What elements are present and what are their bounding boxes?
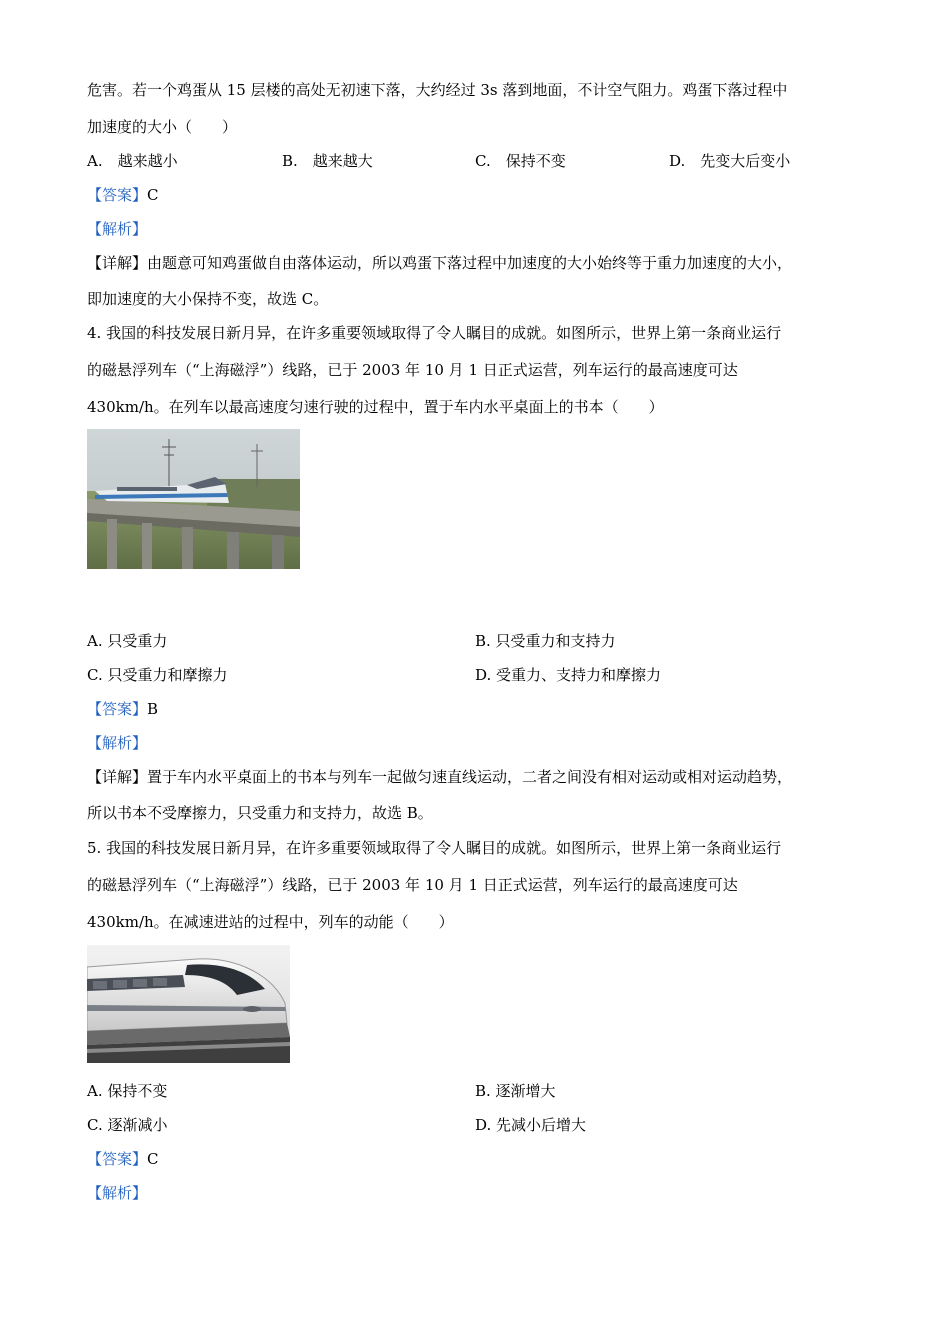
q4-option-b: B. 只受重力和支持力	[475, 632, 616, 650]
answer-tag: 【答案】	[87, 1150, 148, 1168]
q5-answer	[87, 1149, 159, 1169]
q3-answer	[87, 185, 159, 205]
q4-answer	[87, 699, 158, 719]
q5-stem-line-1: 5. 我国的科技发展日新月异，在许多重要领域取得了令人瞩目的成就。如图所示，世界上第一条商业运行	[87, 839, 782, 857]
q4-stem-line-3: 430km/h。在列车以最高速度匀速行驶的过程中，置于车内水平桌面上的书本（ ）	[87, 398, 664, 416]
q4-detail-line-1	[87, 767, 792, 787]
detail-tag: 【详解】	[87, 254, 148, 272]
detail-tag: 【详解】	[87, 768, 148, 786]
q3-detail-line-2: 即加速度的大小保持不变，故选 C。	[87, 290, 329, 308]
q4-option-c: C. 只受重力和摩擦力	[87, 666, 228, 684]
maglev-train-photo	[87, 945, 290, 1063]
maglev-elevated-photo	[87, 429, 300, 569]
answer-tag: 【答案】	[87, 186, 148, 204]
document-page	[87, 0, 877, 1344]
q3-option-b: B. 越来越大	[282, 152, 373, 170]
q5-stem-line-3: 430km/h。在减速进站的过程中，列车的动能（ ）	[87, 913, 454, 931]
detail-text: 由题意可知鸡蛋做自由落体运动，所以鸡蛋下落过程中加速度的大小始终等于重力加速度的大小，	[147, 254, 793, 272]
q3-option-c: C. 保持不变	[475, 152, 566, 170]
q4-stem-line-1: 4. 我国的科技发展日新月异，在许多重要领域取得了令人瞩目的成就。如图所示，世界上第一条商业运行	[87, 324, 782, 342]
q4-detail-line-2: 所以书本不受摩擦力，只受重力和支持力，故选 B。	[87, 804, 433, 822]
q5-option-d: D. 先减小后增大	[475, 1116, 587, 1134]
q3-detail-line-1	[87, 253, 792, 273]
q5-option-a: A. 保持不变	[87, 1082, 168, 1100]
q3-option-a: A. 越来越小	[87, 152, 178, 170]
q3-option-d: D. 先变大后变小	[669, 152, 791, 170]
q4-option-a: A. 只受重力	[87, 632, 168, 650]
answer-value: C	[147, 186, 159, 204]
detail-text: 置于车内水平桌面上的书本与列车一起做匀速直线运动，二者之间没有相对运动或相对运动趋势，	[147, 768, 793, 786]
q5-stem-line-2: 的磁悬浮列车（“上海磁浮”）线路，已于 2003 年 10 月 1 日正式运营，列车运行的最高速度可达	[87, 876, 738, 894]
answer-value: C	[147, 1150, 159, 1168]
q3-stem-line-2: 加速度的大小（ ）	[87, 118, 238, 136]
q3-stem-line-1: 危害。若一个鸡蛋从 15 层楼的高处无初速下落，大约经过 3s 落到地面，不计空气阻力。鸡蛋下落过程中	[87, 81, 788, 99]
q5-option-b: B. 逐渐增大	[475, 1082, 556, 1100]
answer-value: B	[147, 700, 159, 718]
q4-analysis-tag: 【解析】	[87, 734, 148, 752]
q5-analysis-tag: 【解析】	[87, 1184, 148, 1202]
q3-analysis-tag: 【解析】	[87, 220, 148, 238]
q4-stem-line-2: 的磁悬浮列车（“上海磁浮”）线路，已于 2003 年 10 月 1 日正式运营，列车运行的最高速度可达	[87, 361, 738, 379]
q5-option-c: C. 逐渐减小	[87, 1116, 168, 1134]
q4-option-d: D. 受重力、支持力和摩擦力	[475, 666, 662, 684]
answer-tag: 【答案】	[87, 700, 148, 718]
